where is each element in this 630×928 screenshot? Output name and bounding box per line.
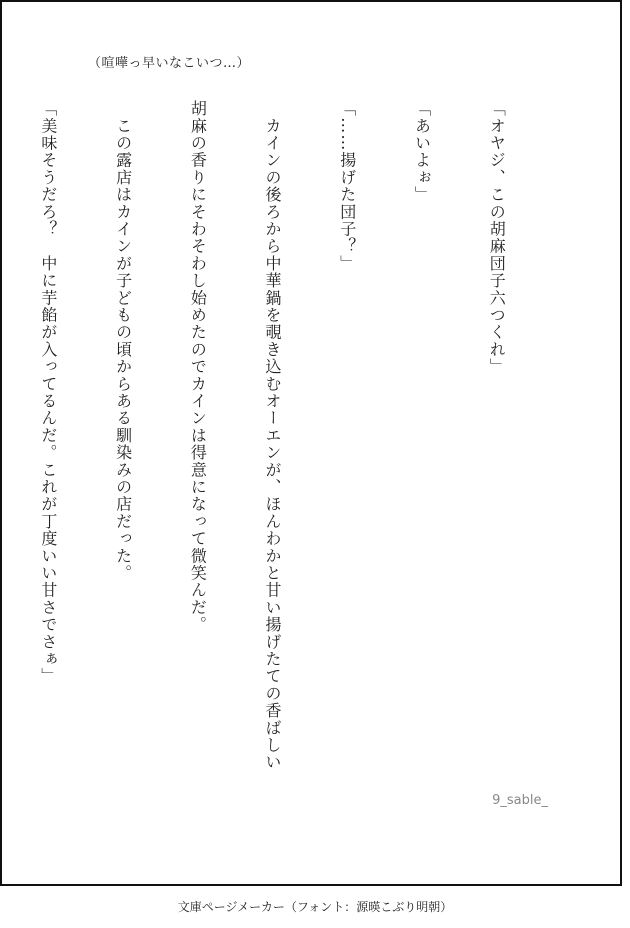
header-note: （喧嘩っ早いなこいつ…） — [88, 56, 251, 71]
text-line: 「あいよぉ」 — [412, 100, 432, 204]
text-line: 胡麻の香りにそわそわし始めたのでカインは得意になって微笑んだ。 — [188, 100, 208, 634]
text-line: カインの後ろから中華鍋を覗き込むオーエンが、ほんわかと甘い揚げたての香ばしい — [263, 100, 283, 771]
text-line: 「……揚げた団子？」 — [337, 100, 357, 272]
text-line: この露店はカインが子どもの頃からある馴染みの店だった。 — [113, 100, 133, 582]
vertical-body-text — [0, 100, 558, 771]
text-line: 「美味そうだろ？ 中に芋餡が入ってるんだ。これが丁度いい甘さでさぁ」 — [38, 100, 58, 685]
author-tag: 9_sable_ — [492, 793, 548, 808]
text-line: 「オヤジ、この胡麻団子六つくれ」 — [487, 100, 507, 376]
footer-caption: 文庫ページメーカー（フォント：源暎こぶり明朝） — [177, 900, 453, 914]
